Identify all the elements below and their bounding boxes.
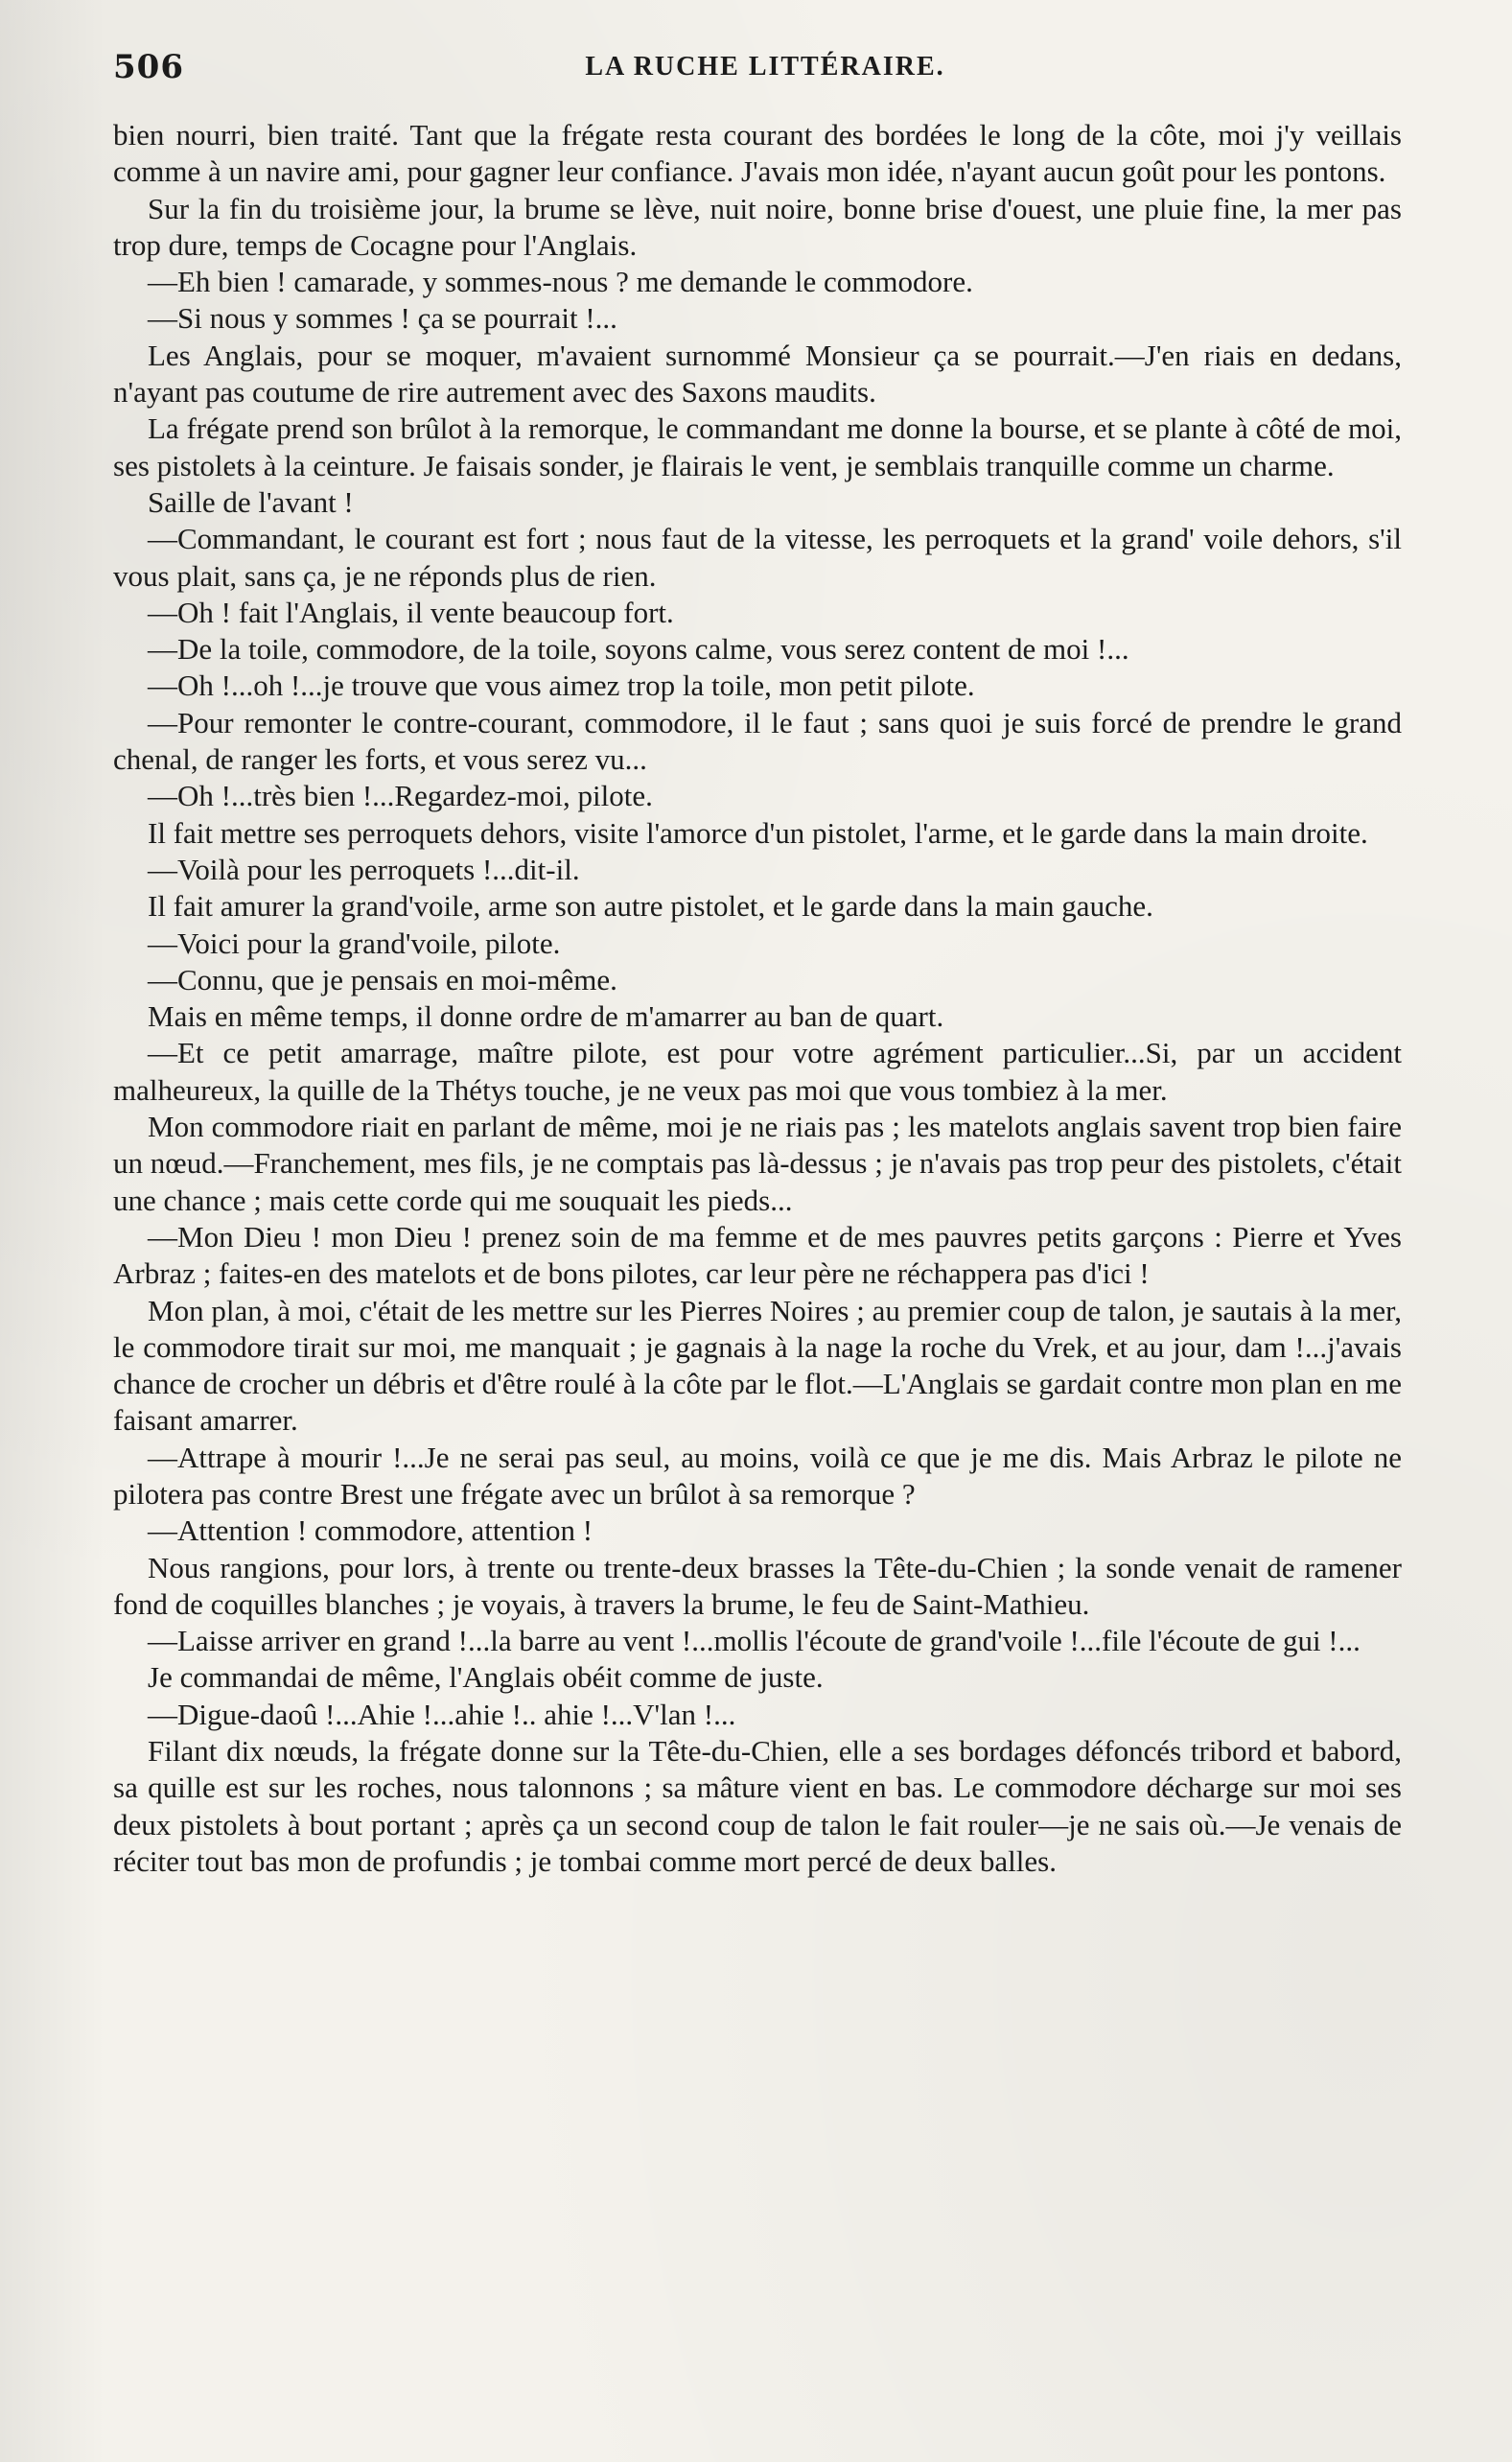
- paragraph: —Pour remonter le contre-courant, commodore, il le faut ; sans quoi je suis forcé de prendre le grand chenal, de ranger les forts, et vous serez vu...: [113, 705, 1402, 777]
- binding-shadow: [0, 0, 105, 2462]
- paragraph: Je commandai de même, l'Anglais obéit comme de juste.: [148, 1660, 824, 1695]
- paragraph: —Laisse arriver en grand !...la barre au vent !...mollis l'écoute de grand'voile !...file l'écoute de gui !...: [148, 1624, 1361, 1658]
- paragraph: Sur la fin du troisième jour, la brume se lève, nuit noire, bonne brise d'ouest, une pluie fine, la mer pas trop dure, temps de Cocagne pour l'Anglais.: [113, 191, 1402, 262]
- paragraph: —Connu, que je pensais en moi-même.: [148, 962, 617, 997]
- paragraph: —Oh !...oh !...je trouve que vous aimez trop la toile, mon petit pilote.: [148, 668, 975, 703]
- paragraph: —Voilà pour les perroquets !...dit-il.: [148, 852, 580, 886]
- paragraph: La frégate prend son brûlot à la remorque, le commandant me donne la bourse, et se plante à côté de moi, ses pistolets à la ceinture. Je faisais sonder, je flairais le vent, je semblais tranquille comme un charme.: [113, 411, 1402, 482]
- paragraph: bien nourri, bien traité. Tant que la frégate resta courant des bordées le long de la côte, moi j'y veillais comme à un navire ami, pour gagner leur confiance. J'avais mon idée, n'ayant aucun goût pour les pontons.: [113, 118, 1402, 189]
- paragraph: —Digue-daoû !...Ahie !...ahie !.. ahie !...V'lan !...: [148, 1697, 736, 1731]
- running-head: LA RUCHE LITTÉRAIRE.: [585, 52, 945, 82]
- paragraph: Mon commodore riait en parlant de même, moi je ne riais pas ; les matelots anglais savent trop bien faire un nœud.—Franchement, mes fils, je ne comptais pas là-dessus ; je n'avais pas trop peur des pistolets, c'était une chance ; mais cette corde qui me souquait les pieds...: [113, 1110, 1402, 1217]
- paragraph: —Si nous y sommes ! ça se pourrait !...: [148, 301, 617, 336]
- paragraph: —Oh ! fait l'Anglais, il vente beaucoup fort.: [148, 595, 674, 629]
- paragraph: —Attrape à mourir !...Je ne serai pas seul, au moins, voilà ce que je me dis. Mais Arbraz le pilote ne pilotera pas contre Brest une frégate avec un brûlot à sa remorque ?: [113, 1440, 1402, 1511]
- paragraph: —Attention ! commodore, attention !: [148, 1513, 593, 1548]
- paragraph: Il fait amurer la grand'voile, arme son autre pistolet, et le garde dans la main gauche.: [148, 889, 1153, 924]
- page-header: [113, 48, 1398, 96]
- paragraph: Saille de l'avant !: [148, 484, 354, 519]
- page-number: 506: [113, 48, 184, 86]
- article-body: [113, 117, 1402, 1880]
- paragraph: Il fait mettre ses perroquets dehors, visite l'amorce d'un pistolet, l'arme, et le garde dans la main droite.: [148, 815, 1368, 850]
- paragraph: Mon plan, à moi, c'était de les mettre sur les Pierres Noires ; au premier coup de talon, je sautais à la mer, le commodore tirait sur moi, me manquait ; je gagnais à la nage la roche du Vrek, et au jour, dam !...j'avais chance de crocher un débris et d'être roulé à la côte par le flot.—L'Anglais se gardait contre mon plan en me faisant amarrer.: [113, 1293, 1402, 1438]
- paragraph: —Eh bien ! camarade, y sommes-nous ? me demande le commodore.: [148, 265, 973, 299]
- paragraph: Mais en même temps, il donne ordre de m'amarrer au ban de quart.: [148, 999, 944, 1034]
- paragraph: Les Anglais, pour se moquer, m'avaient surnommé Monsieur ça se pourrait.—J'en riais en dedans, n'ayant pas coutume de rire autrement avec des Saxons maudits.: [113, 338, 1402, 410]
- paragraph: —De la toile, commodore, de la toile, soyons calme, vous serez content de moi !...: [148, 632, 1129, 667]
- paragraph: Filant dix nœuds, la frégate donne sur la Tête-du-Chien, elle a ses bordages défoncés tribord et babord, sa quille est sur les roches, nous talonnons ; sa mâture vient en bas. Le commodore décharge sur moi ses deux pistolets à bout portant ; après ça un second coup de talon le fait rouler—je ne sais où.—Je venais de réciter tout bas mon de profundis ; je tombai comme mort percé de deux balles.: [113, 1734, 1402, 1878]
- paragraph: —Mon Dieu ! mon Dieu ! prenez soin de ma femme et de mes pauvres petits garçons : Pierre et Yves Arbraz ; faites-en des matelots et de bons pilotes, car leur père ne réchappera pas d'ici !: [113, 1219, 1402, 1291]
- paragraph: —Voici pour la grand'voile, pilote.: [148, 926, 561, 960]
- paragraph: —Et ce petit amarrage, maître pilote, est pour votre agrément particulier...Si, par un accident malheureux, la quille de la Thétys touche, je ne veux pas moi que vous tombiez à la mer.: [113, 1036, 1402, 1107]
- paragraph: —Commandant, le courant est fort ; nous faut de la vitesse, les perroquets et la grand' voile dehors, s'il vous plait, sans ça, je ne réponds plus de rien.: [113, 522, 1402, 593]
- paragraph: Nous rangions, pour lors, à trente ou trente-deux brasses la Tête-du-Chien ; la sonde venait de ramener fond de coquilles blanches ; je voyais, à travers la brume, le feu de Saint-Mathieu.: [113, 1550, 1402, 1621]
- paragraph: —Oh !...très bien !...Regardez-moi, pilote.: [148, 779, 653, 813]
